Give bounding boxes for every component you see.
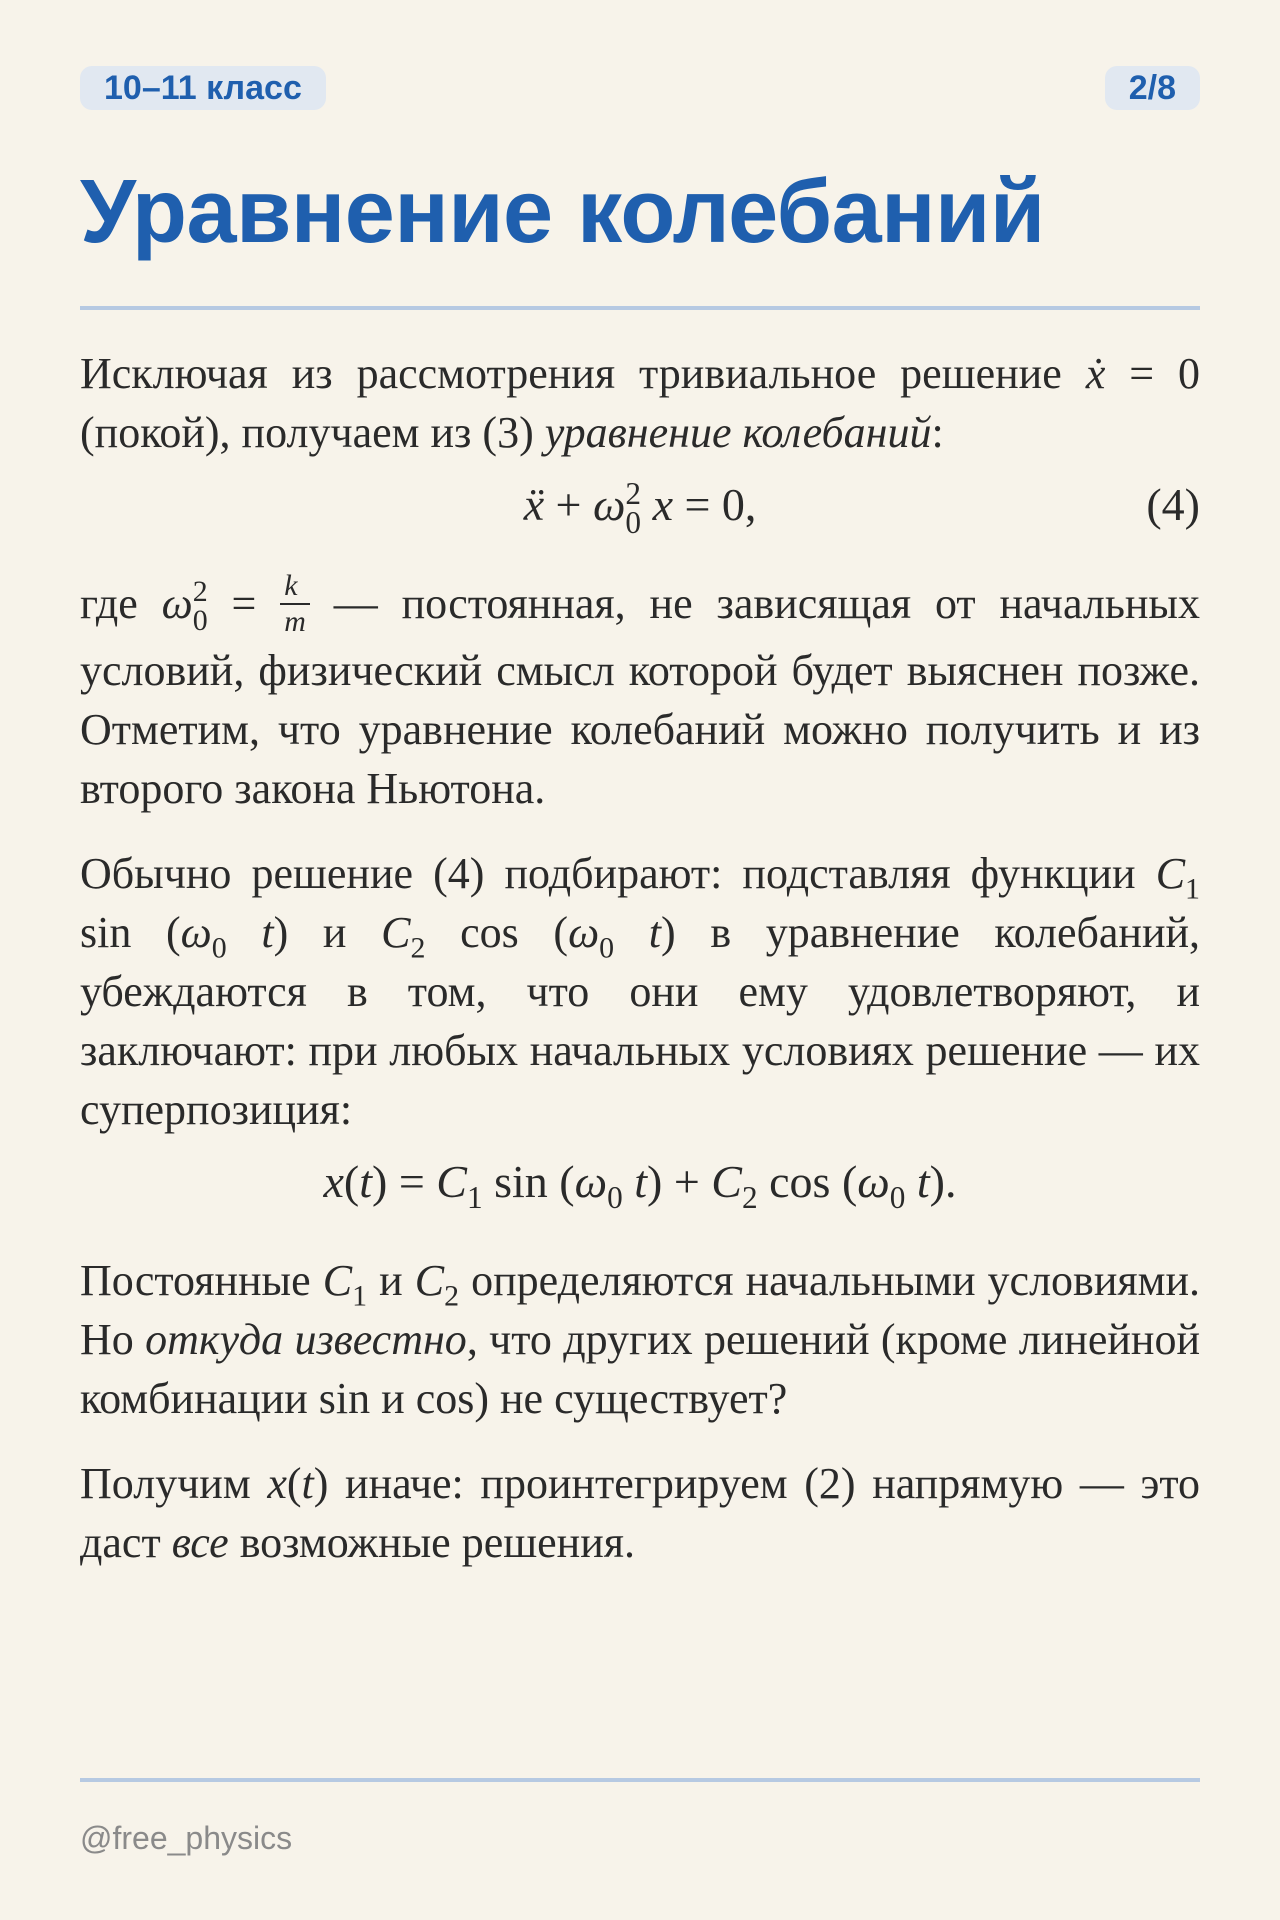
emphasis-where-known: откуда известно bbox=[145, 1314, 467, 1364]
formula-omega-def: ω 2 0 = $\frac{k}{m}$ bbox=[162, 579, 310, 628]
equation-4: ẍ + ω 2 0 x = 0, (4) bbox=[80, 462, 1200, 548]
paragraph-5: Получим x(t) иначе: проинтегрируем (2) напрямую — это даст все возможные решения. bbox=[80, 1458, 1200, 1567]
emphasis-oscillation-equation: уравнение колебаний bbox=[544, 408, 932, 457]
paragraph-2: где ω 2 0 = $\frac{k}{m}$ — постоянная, не зависящая от начальных условий, физический смысл которой будет выяснен позже. Отметим, что уравнение колебаний можно получить и из второго закона Ньютона. bbox=[80, 568, 1200, 813]
divider-top bbox=[80, 306, 1200, 310]
slide bbox=[80, 0, 1200, 1920]
grade-badge: 10–11 класс bbox=[80, 66, 326, 110]
top-bar bbox=[80, 66, 1200, 110]
formula-x-of-t: x(t) bbox=[267, 1458, 329, 1508]
page-indicator: 2/8 bbox=[1105, 66, 1200, 110]
equation-superposition: $x(t) = C_1$ $\sin (\omega_0$ $t) + C_2$ $\cos (\omega_0$ t). bbox=[323, 1155, 957, 1215]
page-title: Уравнение колебаний bbox=[80, 162, 1045, 262]
divider-bottom bbox=[80, 1778, 1200, 1782]
paragraph-3: Обычно решение (4) подбирают: подставляя функции $C_1$ $\sin (\omega_0$ t) и $C_2$ $\cos (\omega_0$ t) в уравнение колебаний, убеждаются в том, что они ему удовлетворяют, и заключают: при любых начальных условиях решение — их суперпозиция: bbox=[80, 848, 1201, 1134]
formula-c2-cos: $C_2$ $\cos (\omega_0$ t) bbox=[381, 907, 676, 965]
footer-handle[interactable]: @free_physics bbox=[80, 1820, 293, 1856]
emphasis-all: все bbox=[171, 1517, 229, 1567]
equation-number: (4) bbox=[1146, 479, 1200, 530]
content bbox=[80, 344, 1200, 1572]
formula-x-dot: ẋ bbox=[1085, 349, 1106, 398]
formula-c1-sin: $C_1$ $\sin (\omega_0$ t) bbox=[80, 848, 1200, 965]
paragraph-4: Постоянные $C_1$ и $C_2$ определяются начальными условиями. Но откуда известно, что других решений (кроме линейной комбинации sin и cos) не существует? bbox=[80, 1255, 1200, 1423]
paragraph-1: Исключая из рассмотрения тривиальное решение ẋ = 0 (покой), получаем из (3) уравнение колебаний: bbox=[80, 349, 1200, 457]
